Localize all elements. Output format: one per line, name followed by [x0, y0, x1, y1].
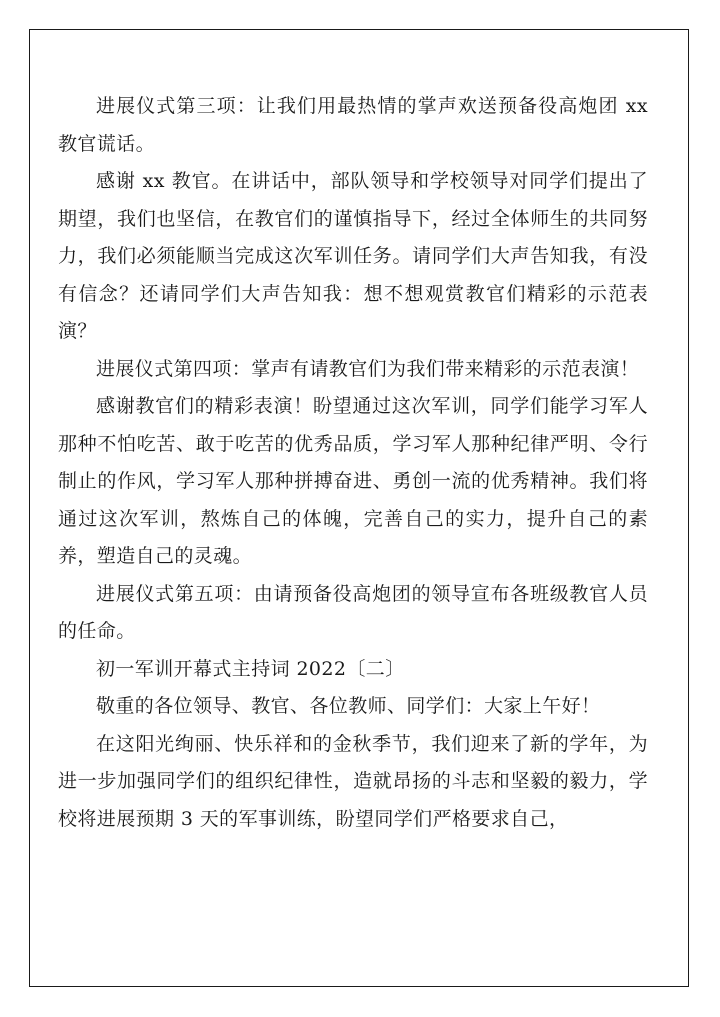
paragraph-greeting: 敬重的各位领导、教官、各位教师、同学们：大家上午好！ — [96, 695, 601, 717]
paragraph-ceremony-item-3: 进展仪式第三项：让我们用最热情的掌声欢送预备役高炮团 xx 教官谎话。 — [58, 95, 648, 155]
paragraph-opening-remarks: 在这阳光绚丽、快乐祥和的金秋季节，我们迎来了新的学年，为进一步加强同学们的组织纪律性，造就昂扬的斗志和坚毅的毅力，学校将进展预期 3 天的军事训练，盼望同学们严格要求自己， — [58, 732, 648, 830]
paragraph-thanks-performance: 感谢教官们的精彩表演！盼望通过这次军训，同学们能学习军人那种不怕吃苦、敢于吃苦的优秀品质，学习军人那种纪律严明、令行制止的作风，学习军人那种拼搏奋进、勇创一流的优秀精神。我们将通过这次军训，熬炼自己的体魄，完善自己的实力，提升自己的素养，塑造自己的灵魂。 — [58, 395, 648, 567]
section-heading: 初一军训开幕式主持词 2022〔二〕 — [96, 657, 405, 680]
paragraph-ceremony-item-4: 进展仪式第四项：掌声有请教官们为我们带来精彩的示范表演！ — [96, 357, 640, 380]
document-body — [58, 88, 648, 838]
paragraph-thanks-instructor: 感谢 xx 教官。在讲话中，部队领导和学校领导对同学们提出了期望，我们也坚信，在教官们的谨慎指导下，经过全体师生的共同努力，我们必须能顺当完成这次军训任务。请同学们大声告知我，有没有信念？还请同学们大声告知我：想不想观赏教官们精彩的示范表演？ — [58, 170, 648, 342]
paragraph-ceremony-item-5: 进展仪式第五项：由请预备役高炮团的领导宣布各班级教官人员的任命。 — [58, 582, 648, 642]
